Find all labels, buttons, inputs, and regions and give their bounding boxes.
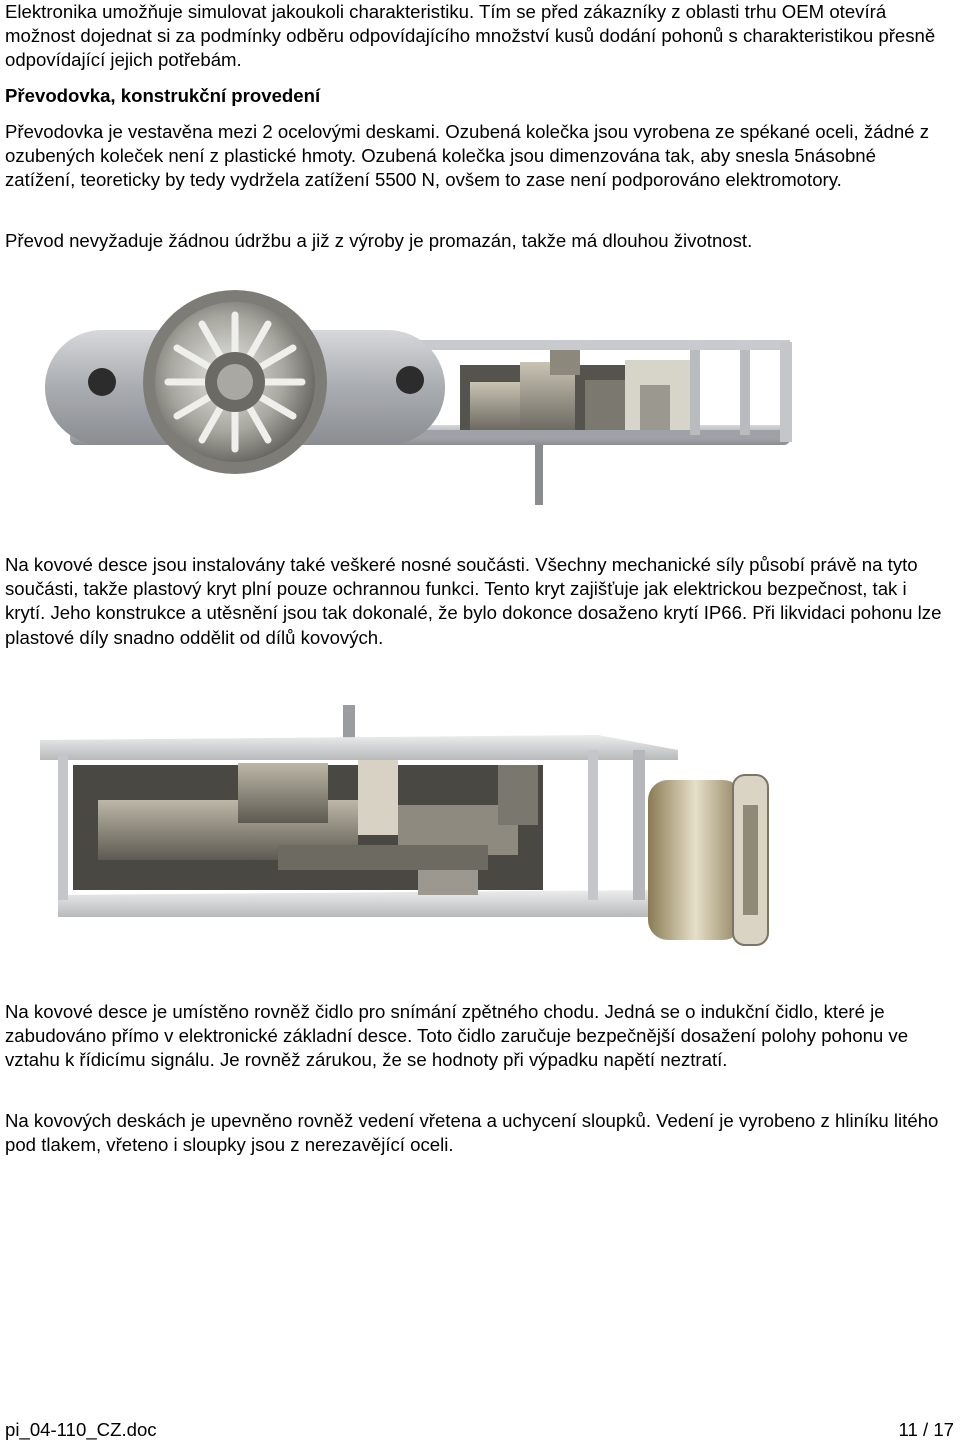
spindle-paragraph: Na kovových deskách je upevněno rovněž vedení vřetena a uchycení sloupků. Vedení je vyrobeno z hliníku litého pod tlakem, vřeteno i sloupky jsou z nerezavějící oceli. (5, 1110, 939, 1156)
intro-paragraph: Elektronika umožňuje simulovat jakoukoli charakteristiku. Tím se před zákazníky z oblasti trhu OEM otevírá možnost dojednat si za podmínky odběru odpovídajícího množství kusů dodání pohonů s charakteristikou přesně odpovídající jejich potřebám. (5, 1, 936, 71)
section-heading: Převodovka, konstrukční provedení (5, 85, 321, 106)
metal-plate-paragraph: Na kovové desce jsou instalovány také veškeré nosné součásti. Všechny mechanické síly působí právě na tyto součásti, takže plastový kryt plní pouze ochrannou funkci. Tento kryt zajišťuje jak elektrickou bezpečnost, tak i krytí. Jeho konstrukce a utěsnění jsou tak dokonalé, že bylo dokonce dosaženo krytí IP66. Při likvidaci pohonu lze plastové díly snadno oddělit od dílů kovových. (5, 554, 942, 648)
sensor-paragraph: Na kovové desce je umístěno rovněž čidlo pro snímání zpětného chodu. Jedná se o indukční čidlo, které je zabudováno přímo v elektronické základní desce. Toto čidlo zaručuje bezpečnější dosažení polohy pohonu ve vztahu k řídicímu signálu. Je rovněž zárukou, že se hodnoty při výpadku napětí neztratí. (5, 1001, 909, 1071)
footer-page-number: 11 / 17 (898, 1419, 954, 1440)
gearbox-photo-2 (38, 705, 803, 960)
gearbox-photo-1 (40, 290, 800, 515)
gearbox-paragraph: Převodovka je vestavěna mezi 2 ocelovými deskami. Ozubená kolečka jsou vyrobena ze spékané oceli, žádné z ozubených koleček není z plastické hmoty. Ozubená kolečka jsou dimenzována tak, aby snesla 5násobné zatížení, teoreticky by tedy vydržela zatížení 5500 N, ovšem to zase není podporováno elektromotory. (5, 121, 929, 191)
maintenance-paragraph: Převod nevyžaduje žádnou údržbu a již z výroby je promazán, takže má dlouhou životnost. (5, 230, 753, 251)
footer-filename: pi_04-110_CZ.doc (5, 1419, 157, 1440)
